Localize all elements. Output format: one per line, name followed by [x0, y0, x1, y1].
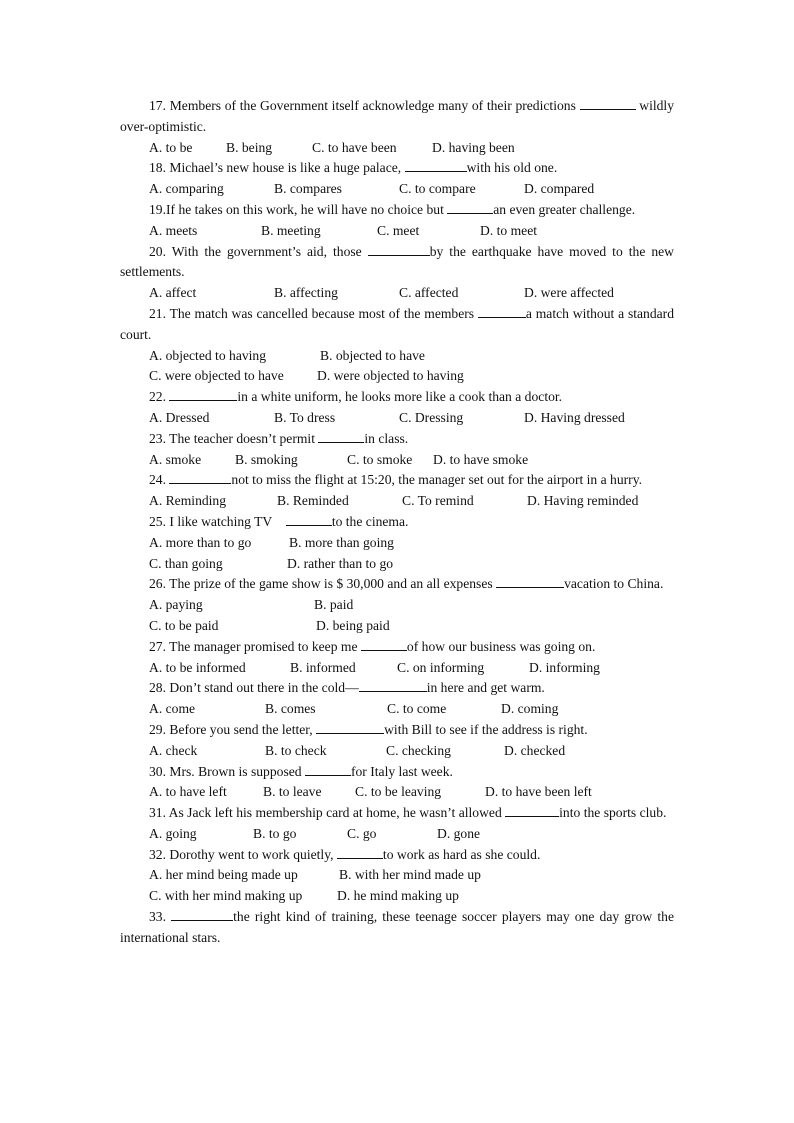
options-20 [120, 283, 674, 304]
option-d: D. rather than to go [287, 555, 394, 571]
question-stem: Don’t stand out there in the cold— [169, 680, 359, 696]
option-a: A. objected to having [149, 347, 267, 363]
question-stem-end: of how our business was going on. [406, 638, 596, 654]
option-c: C. were objected to have [149, 368, 284, 384]
options-21-row1 [120, 346, 674, 367]
option-d: D. gone [437, 825, 481, 841]
options-26-row2 [120, 616, 674, 637]
question-number: 33. [149, 909, 166, 925]
options-23 [120, 450, 674, 471]
answer-blank [359, 678, 427, 692]
option-c: C. to be leaving [355, 784, 442, 800]
option-d: D. informing [529, 659, 600, 675]
question-21 [120, 304, 674, 346]
options-27 [120, 658, 674, 679]
question-stem: As Jack left his membership card at home, he wasn’t allowed [168, 805, 502, 821]
option-d: D. Having dressed [524, 409, 625, 425]
question-number: 19. [149, 201, 166, 217]
question-stem-end: wildly over-optimistic. [120, 98, 675, 134]
question-stem-end: the right kind of training, these teenage soccer players may one day grow the international stars. [120, 909, 674, 945]
answer-blank [169, 387, 237, 401]
option-c: C. affected [399, 285, 459, 301]
question-25 [120, 512, 674, 533]
option-c: C. To remind [402, 493, 474, 509]
options-32-row1 [120, 865, 674, 886]
question-20 [120, 242, 674, 284]
question-18 [120, 158, 674, 179]
question-23 [120, 429, 674, 450]
option-d: D. to meet [480, 222, 538, 238]
question-number: 23. [149, 430, 166, 446]
answer-blank [318, 429, 364, 443]
options-29 [120, 741, 674, 762]
question-stem-end: in class. [364, 430, 409, 446]
question-stem: Michael’s new house is like a huge palace, [169, 160, 402, 176]
question-number: 25. [149, 513, 166, 529]
answer-blank [580, 96, 636, 110]
option-b: B. comes [265, 701, 316, 717]
question-number: 28. [149, 680, 166, 696]
question-31 [120, 803, 674, 824]
option-c: C. to come [387, 701, 447, 717]
option-c: C. Dressing [399, 409, 464, 425]
question-stem-end: to work as hard as she could. [382, 846, 541, 862]
option-d: D. to have smoke [433, 451, 529, 467]
question-stem-end: vacation to China. [564, 576, 664, 592]
options-24 [120, 491, 674, 512]
option-a: A. meets [149, 222, 198, 238]
question-stem-end: in a white uniform, he looks more like a cook than a doctor. [237, 389, 563, 405]
question-22 [120, 387, 674, 408]
option-d: D. compared [524, 181, 595, 197]
question-stem: The prize of the game show is $ 30,000 and an all expenses [169, 576, 493, 592]
question-stem-end: by the earthquake have moved to the new settlements. [120, 243, 674, 280]
option-d: D. were objected to having [317, 368, 464, 384]
option-d: D. having been [432, 139, 515, 155]
option-c: C. than going [149, 555, 223, 571]
option-b: B. to check [265, 742, 327, 758]
option-a: A. her mind being made up [149, 867, 298, 883]
option-c: C. to smoke [347, 451, 413, 467]
option-d: D. to have been left [485, 784, 592, 800]
question-24 [120, 470, 674, 491]
options-18 [120, 179, 674, 200]
option-d: D. being paid [316, 617, 390, 633]
option-a: A. smoke [149, 451, 202, 467]
option-b: B. objected to have [320, 347, 425, 363]
options-32-row2 [120, 886, 674, 907]
question-stem: The teacher doesn’t permit [169, 430, 315, 446]
answer-blank [505, 803, 559, 817]
answer-blank [368, 242, 430, 256]
option-c: C. go [347, 825, 377, 841]
option-a: A. paying [149, 597, 203, 613]
option-b: B. smoking [235, 451, 298, 467]
question-stem: Members of the Government itself acknowledge many of their predictions [169, 98, 576, 113]
question-stem-end: to the cinema. [331, 513, 409, 529]
answer-blank [169, 470, 231, 484]
question-stem-end: a match without a standard court. [120, 305, 674, 342]
question-number: 17. [149, 98, 166, 113]
question-19 [120, 200, 674, 221]
question-number: 21. [149, 305, 166, 321]
option-d: D. coming [501, 701, 559, 717]
question-number: 30. [149, 763, 166, 779]
option-b: B. with her mind made up [339, 867, 481, 883]
question-29 [120, 720, 674, 741]
option-a: A. going [149, 825, 197, 841]
question-stem-end: for Italy last week. [350, 763, 453, 779]
question-stem-end: into the sports club. [559, 805, 667, 821]
option-b: B. meeting [261, 222, 321, 238]
question-number: 32. [149, 846, 166, 862]
option-a: A. to have left [149, 784, 227, 800]
option-a: A. Reminding [149, 493, 227, 509]
option-c: C. to have been [312, 139, 397, 155]
option-a: A. more than to go [149, 534, 252, 550]
question-number: 27. [149, 638, 166, 654]
options-25-row2 [120, 554, 674, 575]
options-26-row1 [120, 595, 674, 616]
option-d: D. checked [504, 742, 566, 758]
answer-blank [305, 762, 351, 776]
option-b: B. to leave [263, 784, 322, 800]
option-c: C. on informing [397, 659, 485, 675]
answer-blank [447, 200, 493, 214]
question-number: 22. [149, 389, 166, 405]
option-d: D. were affected [524, 285, 614, 301]
answer-blank [478, 304, 526, 318]
question-26 [120, 574, 674, 595]
option-b: B. affecting [274, 285, 338, 301]
question-number: 31. [149, 805, 166, 821]
question-number: 24. [149, 472, 166, 488]
option-a: A. comparing [149, 181, 224, 197]
answer-blank [337, 845, 383, 859]
question-stem: I like watching TV [169, 513, 273, 529]
option-c: C. with her mind making up [149, 888, 303, 904]
answer-blank [171, 907, 233, 921]
answer-blank [361, 637, 407, 651]
answer-blank [405, 158, 467, 172]
option-c: C. to compare [399, 181, 476, 197]
options-21-row2 [120, 366, 674, 387]
question-30 [120, 762, 674, 783]
option-c: C. to be paid [149, 617, 219, 633]
question-number: 29. [149, 721, 166, 737]
option-c: C. meet [377, 222, 420, 238]
options-19 [120, 221, 674, 242]
question-stem-end: an even greater challenge. [493, 201, 636, 217]
question-number: 26. [149, 576, 166, 592]
option-b: B. paid [314, 597, 354, 613]
question-stem: The manager promised to keep me [169, 638, 358, 654]
question-28 [120, 678, 674, 699]
option-c: C. checking [386, 742, 451, 758]
option-b: B. compares [274, 181, 342, 197]
answer-blank [496, 574, 564, 588]
option-a: A. Dressed [149, 409, 210, 425]
option-d: D. he mind making up [337, 888, 459, 904]
question-stem-end: in here and get warm. [426, 680, 545, 696]
options-22 [120, 408, 674, 429]
option-b: B. to go [253, 825, 297, 841]
option-b: B. Reminded [277, 493, 349, 509]
options-28 [120, 699, 674, 720]
question-stem-end: with his old one. [466, 160, 558, 176]
question-stem: Dorothy went to work quietly, [169, 846, 334, 862]
option-b: B. To dress [274, 409, 336, 425]
option-a: A. come [149, 701, 196, 717]
answer-blank [316, 720, 384, 734]
option-a: A. check [149, 742, 198, 758]
options-25-row1 [120, 533, 674, 554]
question-27 [120, 637, 674, 658]
option-b: B. informed [290, 659, 356, 675]
option-a: A. affect [149, 285, 197, 301]
options-31 [120, 824, 674, 845]
question-stem: With the government’s aid, those [171, 243, 362, 259]
option-a: A. to be [149, 139, 193, 155]
option-a: A. to be informed [149, 659, 246, 675]
question-stem: Before you send the letter, [169, 721, 313, 737]
options-30 [120, 782, 674, 803]
option-b: B. more than going [289, 534, 394, 550]
option-b: B. being [226, 139, 273, 155]
question-33 [120, 907, 674, 949]
answer-blank [286, 512, 332, 526]
option-d: D. Having reminded [527, 493, 639, 509]
question-number: 18. [149, 160, 166, 176]
question-stem: If he takes on this work, he will have no choice but [166, 201, 444, 217]
question-stem-end: with Bill to see if the address is right. [384, 721, 588, 737]
question-stem-end: not to miss the flight at 15:20, the manager set out for the airport in a hurry. [231, 472, 643, 488]
options-17 [120, 138, 674, 159]
question-number: 20. [149, 243, 166, 259]
question-stem: Mrs. Brown is supposed [169, 763, 302, 779]
question-32 [120, 845, 674, 866]
question-stem: The match was cancelled because most of the members [169, 305, 475, 321]
question-17 [120, 96, 674, 138]
